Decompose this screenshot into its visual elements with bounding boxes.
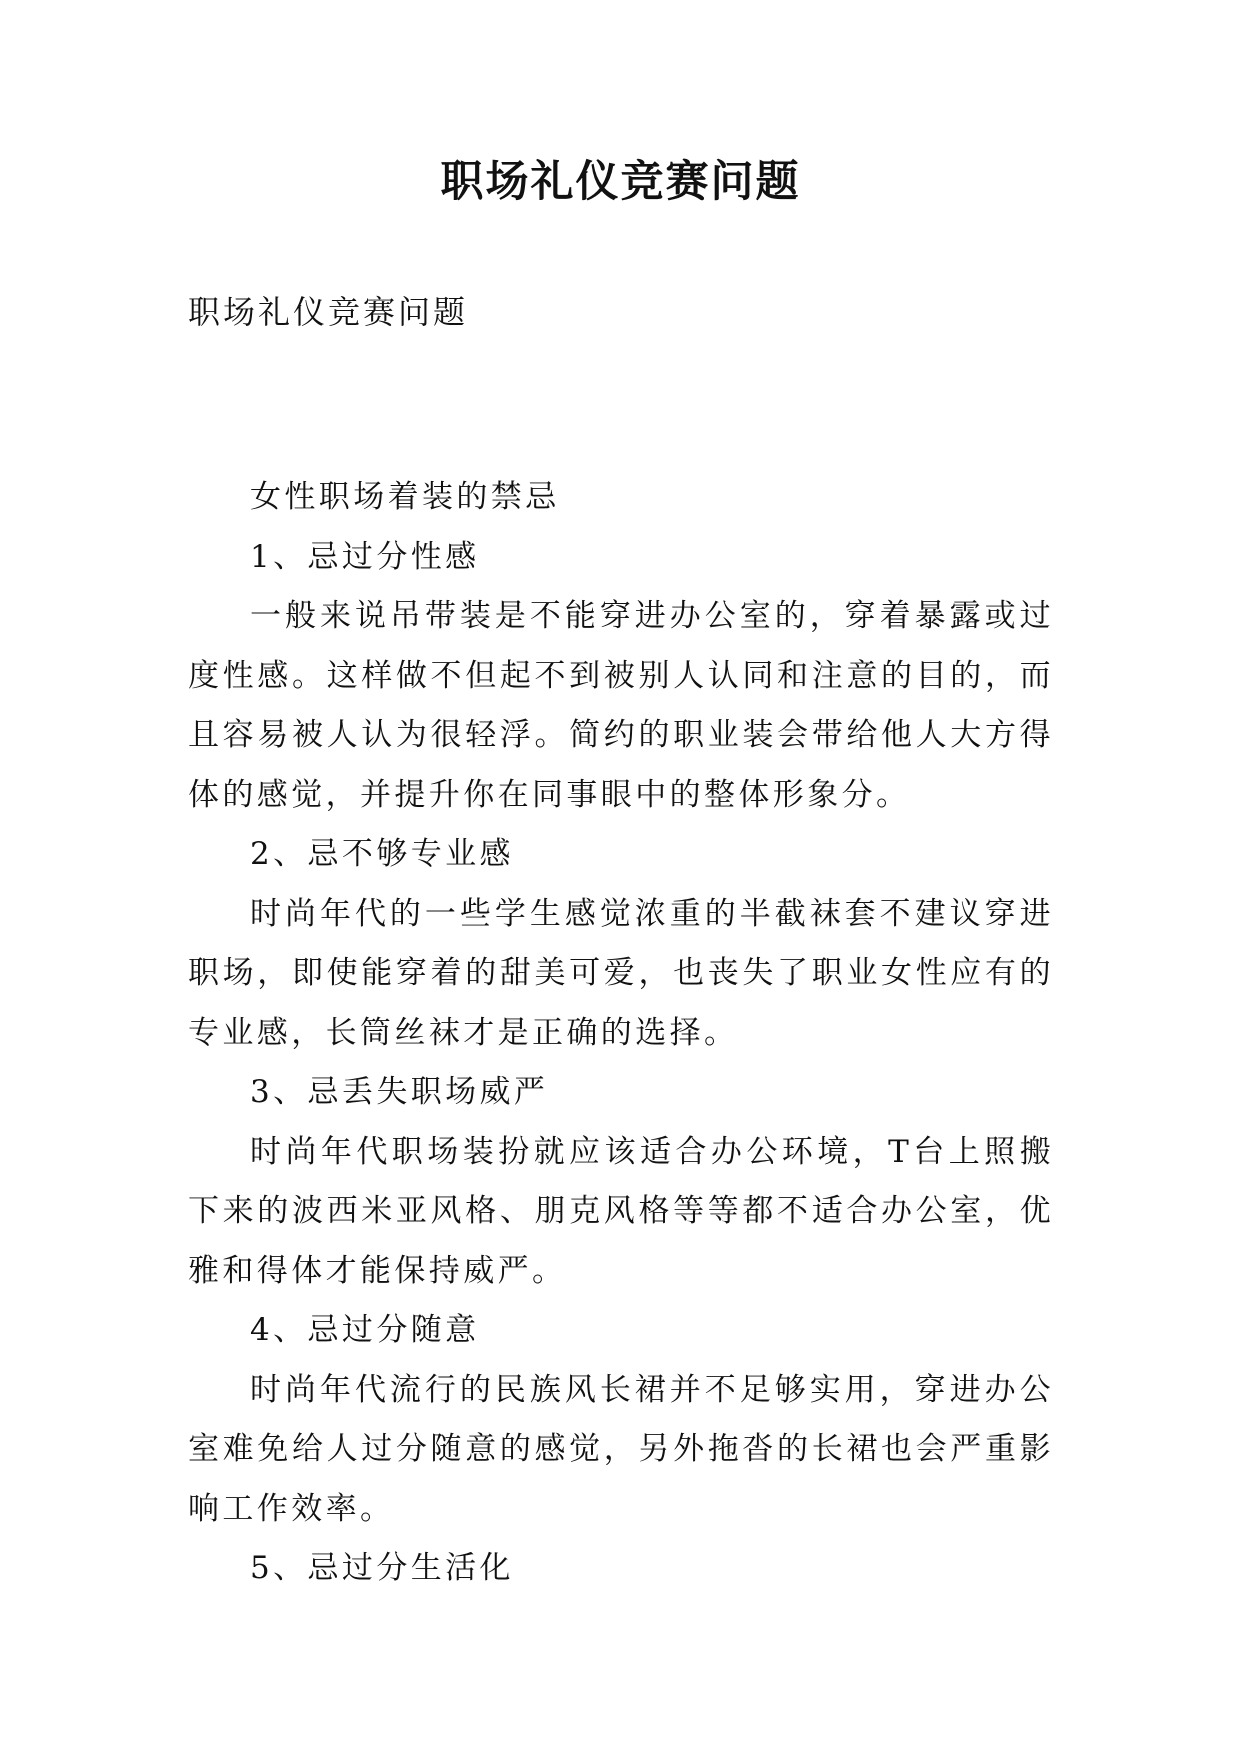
rule-heading: 4、忌过分随意: [250, 1312, 480, 1348]
section-heading: 女性职场着装的禁忌: [250, 479, 560, 515]
rule-paragraph: 时尚年代的一些学生感觉浓重的半截袜套不建议穿进职场，即使能穿着的甜美可爱，也丧失了职业女性应有的专业感，长筒丝袜才是正确的选择。: [188, 895, 1054, 1051]
rule-heading: 2、忌不够专业感: [250, 836, 514, 872]
rule-heading: 5、忌过分生活化: [250, 1550, 514, 1586]
rule-paragraph: 时尚年代流行的民族风长裙并不足够实用，穿进办公室难免给人过分随意的感觉，另外拖沓的长裙也会严重影响工作效率。: [188, 1371, 1054, 1527]
page-title: 职场礼仪竞赛问题: [440, 157, 801, 207]
document-body: [188, 468, 1054, 1599]
rule-paragraph: 一般来说吊带装是不能穿进办公室的，穿着暴露或过度性感。这样做不但起不到被别人认同和注意的目的，而且容易被人认为很轻浮。简约的职业装会带给他人大方得体的感觉，并提升你在同事眼中的整体形象分。: [188, 598, 1054, 813]
rule-heading: 3、忌丢失职场威严: [250, 1074, 549, 1110]
document-subtitle: 职场礼仪竞赛问题: [188, 293, 469, 331]
rule-heading: 1、忌过分性感: [250, 538, 480, 575]
rule-paragraph: 时尚年代职场装扮就应该适合办公环境，T台上照搬下来的波西米亚风格、朋克风格等等都不适合办公室，优雅和得体才能保持威严。: [188, 1133, 1054, 1289]
